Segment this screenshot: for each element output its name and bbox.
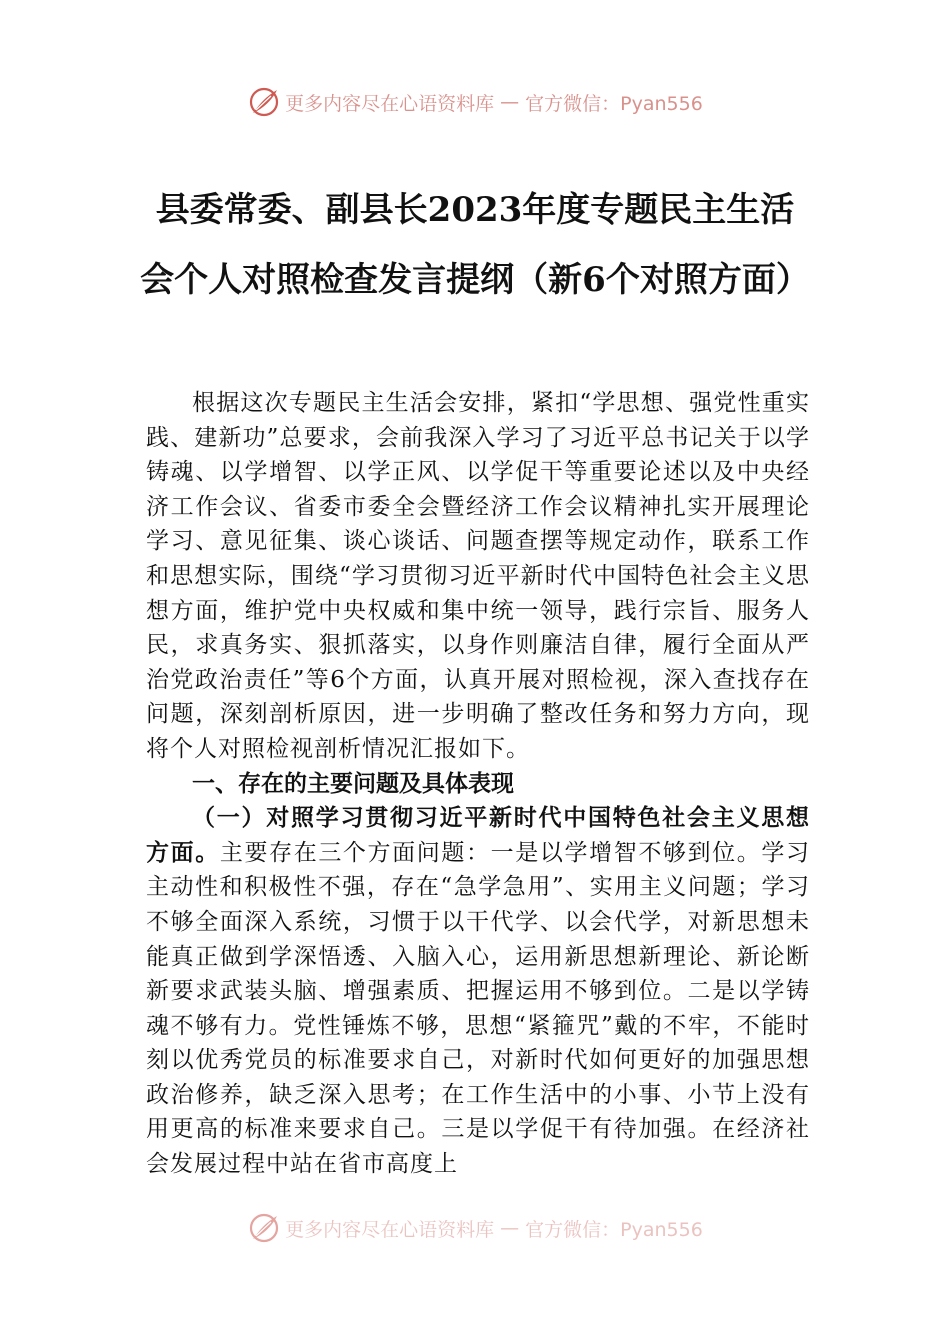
document-title: 县委常委、副县长2023年度专题民主生活会个人对照检查发言提纲（新6个对照方面） bbox=[140, 190, 810, 300]
watermark-header bbox=[0, 82, 950, 122]
watermark-footer bbox=[0, 1208, 950, 1248]
watermark-wechat: 官方微信：Pyan556 bbox=[525, 92, 703, 115]
subsection-heading: （一）对照学习贯彻习近平新时代中国特色社会主义思想方面。 bbox=[146, 804, 810, 866]
document-body bbox=[146, 386, 810, 1182]
subsection-body: 主要存在三个方面问题：一是以学增智不够到位。学习主动性和积极性不强，存在“急学急用”、实用主义问题；学习不够全面深入系统，习惯于以干代学、以会代学，对新思想未能真正做到学深悟透、入脑入心，运用新思想新理论、新论断新要求武装头脑、增强素质、把握运用不够到位。二是以学铸魂不够有力。党性锤炼不够，思想“紧箍咒”戴的不牢，不能时刻以优秀党员的标准要求自己，对新时代如何更好的加强思想政治修养，缺乏深入思考；在工作生活中的小事、小节上没有用更高的标准来要求自己。三是以学促干有待加强。在经济社会发展过程中站在省市高度上 bbox=[146, 839, 811, 1178]
quill-logo-icon bbox=[247, 1211, 281, 1245]
watermark-separator: — bbox=[500, 91, 520, 113]
watermark-text: 更多内容尽在心语资料库 bbox=[285, 92, 495, 115]
quill-logo-icon bbox=[247, 85, 281, 119]
watermark-text: 更多内容尽在心语资料库 bbox=[285, 1218, 495, 1241]
watermark-separator: — bbox=[500, 1217, 520, 1239]
intro-paragraph: 根据这次专题民主生活会安排，紧扣“学思想、强党性重实践、建新功”总要求，会前我深入学习了习近平总书记关于以学铸魂、以学增智、以学正风、以学促干等重要论述以及中央经济工作会议、省委市委全会暨经济工作会议精神扎实开展理论学习、意见征集、谈心谈话、问题查摆等规定动作，联系工作和思想实际，围绕“学习贯彻习近平新时代中国特色社会主义思想方面，维护党中央权威和集中统一领导，践行宗旨、服务人民，求真务实、狠抓落实，以身作则廉洁自律，履行全面从严治党政治责任”等6个方面，认真开展对照检视，深入查找存在问题，深刻剖析原因，进一步明确了整改任务和努力方向，现将个人对照检视剖析情况汇报如下。 bbox=[146, 390, 810, 762]
watermark-wechat: 官方微信：Pyan556 bbox=[525, 1218, 703, 1241]
subsection-paragraph bbox=[146, 801, 810, 1182]
section-heading: 一、存在的主要问题及具体表现 bbox=[192, 770, 514, 797]
